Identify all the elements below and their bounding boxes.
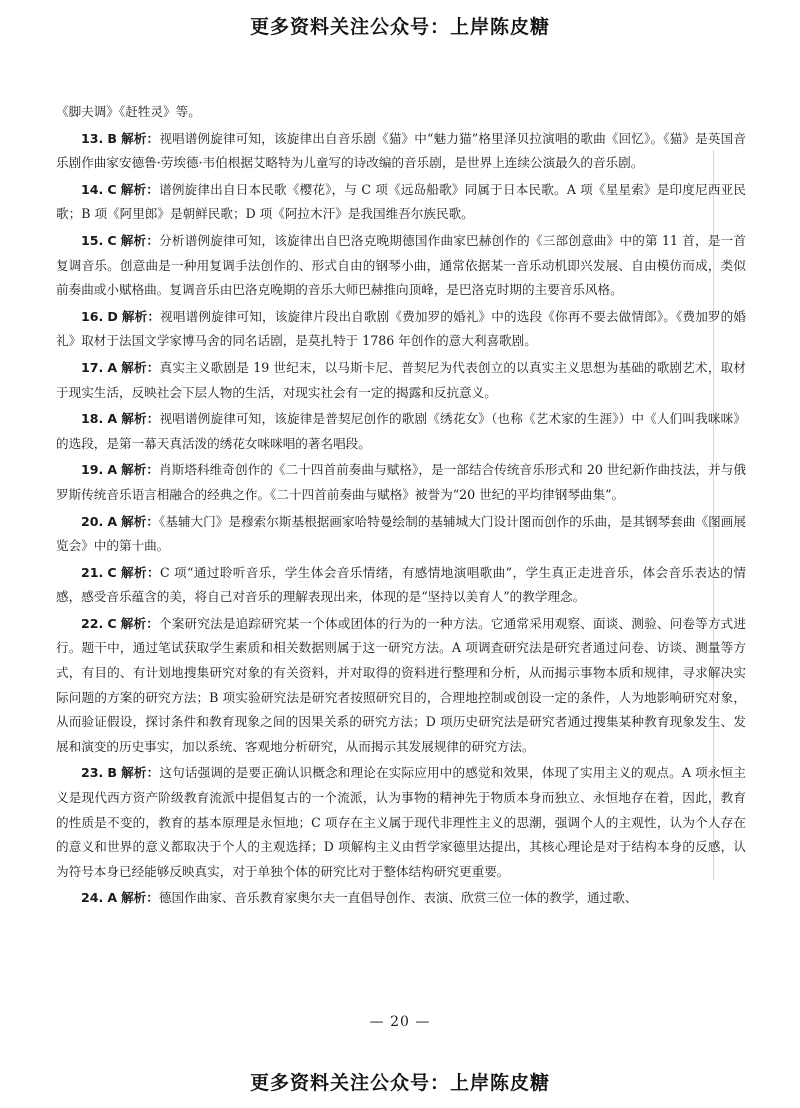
answer-letter: D xyxy=(107,308,118,324)
analysis-label: 解析： xyxy=(120,615,160,631)
answer-letter: A xyxy=(107,462,118,478)
answer-entry xyxy=(56,127,746,176)
analysis-text: 个案研究法是追踪研究某一个体或团体的行为的一种方法。它通常采用观察、面谈、测验、问卷等方式进行。题干中，通过笔试获取学生素质和相关数据则属于这一研究方法。A 项调查研究法是研究者通过问卷、访谈、测量等方式，有目的、有计划地搜集研究对象的有关资料，并对取得的资料进行整理和分析，从而揭示事物本质和规律，寻求解决实际问题的方案的研究方法；B 项实验研究法是研究者按照研究目的，合理地控制或创设一定的条件，人为地影响研究对象，从而验证假设，探讨条件和教育现象之间的因果关系的研究方法；D 项历史研究法是研究者通过搜集某种教育现象发生、发展和演变的历史事实，加以系统、客观地分析研究，从而揭示其发展规律的研究方法。 xyxy=(56,615,747,754)
analysis-text: 视唱谱例旋律可知，该旋律片段出自歌剧《费加罗的婚礼》中的选段《你再不要去做情郎》。《费加罗的婚礼》取材于法国文学家博马舍的同名话剧，是莫扎特于 1786 年创作的意大利喜歌剧。 xyxy=(56,308,747,349)
question-number: 14. xyxy=(81,181,104,197)
answer-entry xyxy=(56,178,746,227)
analysis-label: 解析： xyxy=(120,232,160,248)
answer-letter: B xyxy=(107,765,117,781)
analysis-label: 解析： xyxy=(120,181,160,197)
analysis-text: 真实主义歌剧是 19 世纪末，以马斯卡尼、普契尼为代表创立的以真实主义思想为基础的歌剧艺术，取材于现实生活，反映社会下层人物的生活，对现实社会有一定的揭露和反抗意义。 xyxy=(56,359,746,400)
answer-letter: C xyxy=(107,181,117,197)
page-body xyxy=(56,100,746,913)
question-number: 15. xyxy=(81,232,104,248)
answer-entry xyxy=(56,761,746,884)
answer-letter: C xyxy=(107,232,117,248)
question-number: 16. xyxy=(81,308,104,324)
answer-letter: C xyxy=(107,564,117,580)
answer-letter: A xyxy=(107,411,118,427)
answer-letter: A xyxy=(107,890,118,906)
answer-entry xyxy=(56,229,746,303)
intro-line: 《脚夫调》《赶牲灵》等。 xyxy=(56,104,201,119)
analysis-text: 视唱谱例旋律可知，该旋律出自音乐剧《猫》中“魅力猫”格里泽贝拉演唱的歌曲《回忆》。《猫》是英国音乐剧作曲家安德鲁·劳埃德·韦伯根据艾略特为儿童写的诗改编的音乐剧，是世界上连续公演最久的音乐剧。 xyxy=(56,130,747,171)
answer-letter: C xyxy=(107,615,117,631)
answer-entry xyxy=(56,561,746,610)
question-number: 22. xyxy=(81,615,104,631)
analysis-label: 解析： xyxy=(121,513,159,529)
analysis-text: 这句话强调的是要正确认识概念和理论在实际应用中的感觉和效果，体现了实用主义的观点。A 项永恒主义是现代西方资产阶级教育流派中提倡复古的一个流派，认为事物的精神先于物质本身而独立、永恒地存在着，因此，教育的性质是不变的，教育的基本原理是永恒地；C 项存在主义属于现代非理性主义的思潮，强调个人的主观性，认为个人存在的意义和世界的意义都取决于个人的主观选择；D 项解构主义由哲学家德里达提出，其核心理论是对于结构本身的反感，认为符号本身已经能够反映真实，对于单独个体的研究比对于整体结构研究更重要。 xyxy=(56,765,747,879)
header-banner: 更多资料关注公众号：上岸陈皮糖 xyxy=(249,16,550,38)
question-number: 20. xyxy=(81,513,104,529)
answer-letter: B xyxy=(107,130,117,146)
answer-letter: A xyxy=(107,513,118,529)
analysis-text: 肖斯塔科维奇创作的《二十四首前奏曲与赋格》，是一部结合传统音乐形式和 20 世纪新作曲技法，并与俄罗斯传统音乐语言相融合的经典之作。《二十四首前奏曲与赋格》被誉为“20 世纪的平均律钢琴曲集”。 xyxy=(56,462,746,502)
question-number: 19. xyxy=(81,462,104,478)
analysis-label: 解析： xyxy=(121,308,161,324)
answer-entry xyxy=(56,407,746,456)
question-number: 17. xyxy=(81,359,104,375)
question-number: 18. xyxy=(81,411,104,427)
question-number: 24. xyxy=(81,890,104,906)
analysis-label: 解析： xyxy=(120,564,160,580)
question-number: 21. xyxy=(81,564,104,580)
analysis-text: 《基辅大门》是穆索尔斯基根据画家哈特曼绘制的基辅城大门设计图而创作的乐曲，是其钢琴套曲《图画展览会》中的第十曲。 xyxy=(56,513,746,554)
analysis-label: 解析： xyxy=(121,411,160,427)
answer-entry xyxy=(56,305,746,354)
answer-entry xyxy=(56,886,746,911)
analysis-label: 解析： xyxy=(121,359,160,375)
analysis-text: 德国作曲家、音乐教育家奥尔夫一直倡导创作、表演、欣赏三位一体的教学，通过歌、 xyxy=(158,890,638,906)
analysis-label: 解析： xyxy=(121,462,160,478)
question-number: 13. xyxy=(81,130,104,146)
analysis-text: 谱例旋律出自日本民歌《樱花》，与 C 项《远岛船歌》同属于日本民歌。A 项《星星索》是印度尼西亚民歌；B 项《阿里郎》是朝鲜民歌；D 项《阿拉木汗》是我国维吾尔族民歌。 xyxy=(56,181,746,222)
answer-entry xyxy=(56,458,746,507)
answer-list xyxy=(56,127,746,911)
analysis-label: 解析： xyxy=(120,130,160,146)
analysis-label: 解析： xyxy=(120,765,160,781)
page-number: — 20 — xyxy=(369,1014,431,1030)
question-number: 23. xyxy=(81,765,104,781)
answer-letter: A xyxy=(107,359,118,375)
analysis-text: C 项“通过聆听音乐，学生体会音乐情绪，有感情地演唱歌曲”，学生真正走进音乐，体会音乐表达的情感，感受音乐蕴含的美，将自己对音乐的理解表现出来，体现的是“坚持以美育人”的教学理念。 xyxy=(56,564,746,605)
analysis-text: 视唱谱例旋律可知，该旋律是普契尼创作的歌剧《绣花女》（也称《艺术家的生涯》）中《人们叫我咪咪》的选段，是第一幕天真活泼的绣花女咪咪唱的著名唱段。 xyxy=(56,411,747,451)
analysis-text: 分析谱例旋律可知，该旋律出自巴洛克晚期德国作曲家巴赫创作的《三部创意曲》中的第 11 首，是一首复调音乐。创意曲是一种用复调手法创作的、形式自由的钢琴小曲，通常依据某一音乐动机即兴发展、自由模仿而成，类似前奏曲或小赋格曲。复调音乐由巴洛克晚期的音乐大师巴赫推向顶峰，是巴洛克时期的主要音乐风格。 xyxy=(56,232,746,298)
answer-entry xyxy=(56,510,746,559)
answer-entry xyxy=(56,612,746,760)
footer-banner: 更多资料关注公众号：上岸陈皮糖 xyxy=(249,1072,550,1094)
answer-entry xyxy=(56,356,746,405)
analysis-label: 解析： xyxy=(121,890,159,906)
